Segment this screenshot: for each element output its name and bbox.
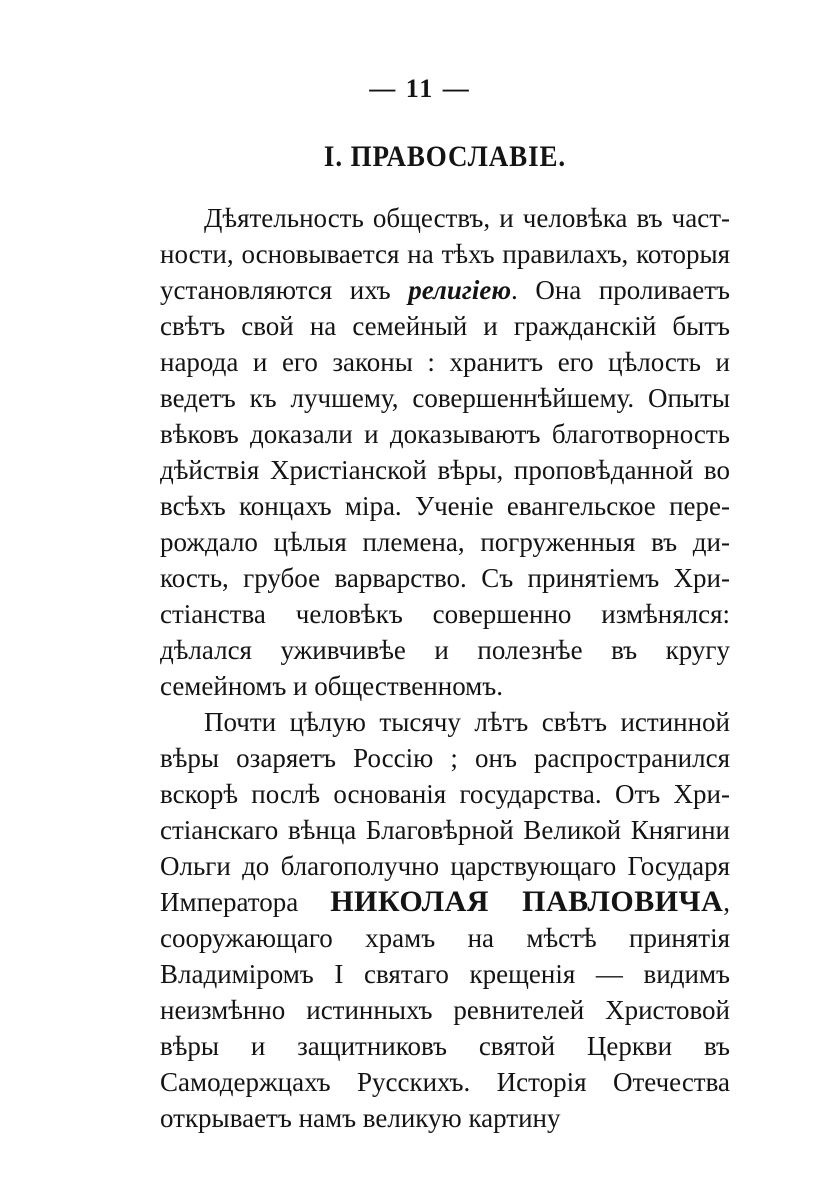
chapter-title: I. ПРАВОСЛАВIЕ. [323,140,567,173]
emperor-name: НИКОЛАЯ ПАВЛОВИЧА [330,885,724,918]
body-text [160,200,730,1136]
paragraph-2-text-b: , сооружающаго храмъ на мѣстѣ принятiя Владимiромъ I святаго крещенiя — видимъ неизмѣнно истинныхъ ревнителей Христовой вѣры и защитниковъ святой Церкви въ Самодержцахъ Русскихъ. Исторiя Отечества открываетъ намъ великую картину [160,887,730,1133]
paragraph-1 [160,200,730,704]
paragraph-2-text-a: Почти цѣлую тысячу лѣтъ свѣтъ истинной вѣры озаряетъ Россiю ; онъ распространился вскорѣ послѣ основанiя государства. Отъ Христiанскаго вѣнца Благовѣрной Великой Княгини Ольги до благополучно царствующаго Государя Императора [160,707,730,917]
paragraph-1-text-a: Дѣятельность обществъ, и человѣка въ частности, основывается на тѣхъ правилахъ, которыя установляются ихъ [160,203,730,305]
italic-word-religion: религiею [408,275,512,305]
page-number: — 11 — [369,74,471,103]
paragraph-1-text-b: . Она проливаетъ свѣтъ свой на семейный и гражданскiй бытъ народа и его законы : хранитъ его цѣлость и ведетъ къ лучшему, совершеннѣйшему. Опыты вѣковъ доказали и доказываютъ благотворность дѣйствiя Христiанской вѣры, проповѣданной во всѣхъ концахъ мiра. Ученiе евангельское перерождало цѣлыя племена, погруженныя въ дикость, грубое варварство. Съ принятiемъ Христiанства человѣкъ совершенно измѣнялся: дѣлался уживчивѣе и полезнѣе въ кругу семейномъ и общественномъ. [160,275,730,701]
paragraph-2 [160,704,730,1136]
